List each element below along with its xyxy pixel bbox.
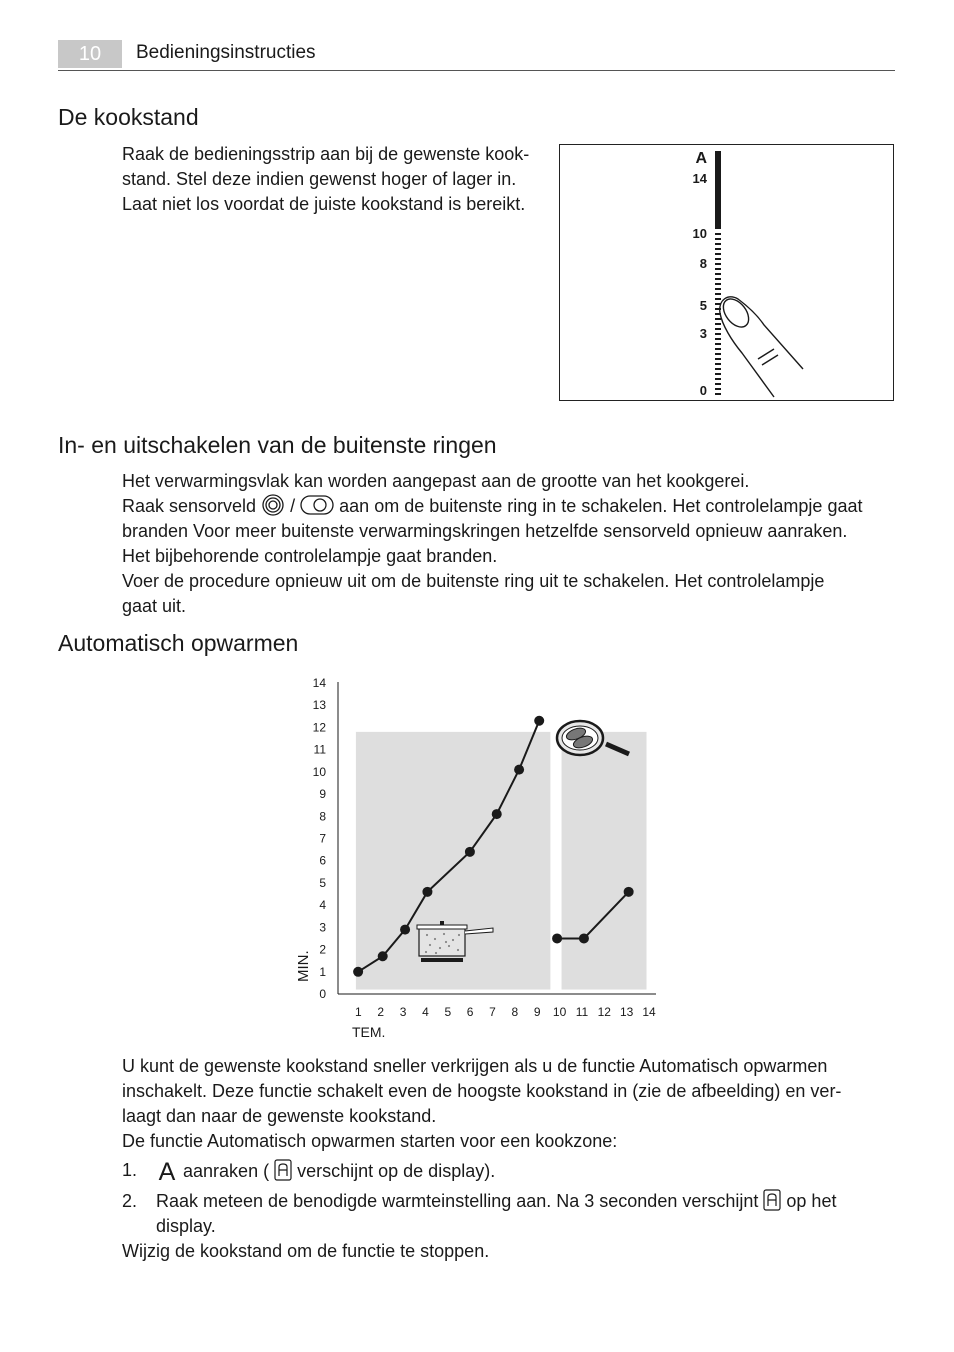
text-line: U kunt de gewenste kookstand sneller verkrijgen als u de functie Automatisch opwarmen [122, 1056, 828, 1076]
ringen-paragraph [122, 469, 862, 619]
data-point [624, 887, 634, 897]
page-number: 10 [58, 40, 122, 68]
strip-tick [715, 353, 721, 355]
text-line: Raak de bedieningsstrip aan bij de gewenste kook- [122, 144, 530, 164]
data-point [492, 809, 502, 819]
strip-label-10: 10 [692, 226, 707, 241]
text-line: laagt dan naar de gewenste kookstand. [122, 1106, 437, 1126]
y-tick-label: 12 [312, 720, 326, 735]
opwarmen-paragraph [122, 1054, 841, 1154]
text-line: Laat niet los voordat de juiste kookstand is bereikt. [122, 194, 526, 214]
text-line: Het verwarmingsvlak kan worden aangepast aan de grootte van het kookgerei. [122, 471, 750, 491]
strip-tick [715, 348, 721, 350]
x-tick-label: 14 [642, 1005, 656, 1019]
strip-tick [715, 243, 721, 245]
display-a-symbol-icon [763, 1189, 781, 1211]
x-axis-label: TEM. [352, 1024, 386, 1040]
x-tick-label: 9 [533, 1005, 541, 1019]
strip-tick [715, 338, 721, 340]
text-fragment: op het [786, 1191, 837, 1211]
y-tick-label: 4 [319, 898, 326, 913]
control-strip-svg [560, 145, 893, 400]
text-fragment: Raak sensorveld [122, 496, 257, 516]
y-tick-label: 3 [319, 920, 326, 935]
text-line: branden Voor meer buitenste verwarmingskringen hetzelfde sensorveld opnieuw aanraken. [122, 521, 848, 541]
text-line: stand. Stel deze indien gewenst hoger of lager in. [122, 169, 517, 189]
x-tick-labels [355, 1005, 656, 1019]
x-tick-label: 7 [489, 1005, 496, 1019]
x-tick-label: 5 [444, 1005, 452, 1019]
section-heading-ringen: In- en uitschakelen van de buitenste ringen [58, 432, 497, 458]
text-line: Wijzig de kookstand om de functie te stoppen. [122, 1241, 490, 1261]
strip-tick [715, 328, 721, 330]
auto-heat-a-icon [156, 1158, 178, 1182]
chart-shaded-regions [356, 732, 647, 990]
strip-tick [715, 263, 721, 265]
x-tick-label: 1 [355, 1005, 362, 1019]
x-tick-label: 4 [422, 1005, 429, 1019]
data-point [378, 951, 388, 961]
strip-bar [715, 151, 721, 229]
data-point [552, 933, 562, 943]
strip-tick [715, 383, 721, 385]
strip-tick [715, 343, 721, 345]
y-tick-label: 6 [319, 853, 326, 868]
data-point [514, 765, 524, 775]
x-tick-label: 3 [399, 1005, 407, 1019]
strip-tick [715, 298, 721, 300]
y-tick-label: 1 [319, 964, 326, 979]
a-letter: A [158, 1158, 176, 1182]
strip-tick [715, 233, 721, 235]
closing-paragraph [122, 1239, 489, 1264]
text-line: De functie Automatisch opwarmen starten voor een kookzone: [122, 1131, 618, 1151]
y-tick-label: 5 [319, 875, 326, 890]
data-point [400, 925, 410, 935]
oval-zone-icon [300, 494, 334, 516]
strip-tick [715, 293, 721, 295]
strip-label-8: 8 [699, 256, 707, 271]
text-line: Het bijbehorende controlelampje gaat branden. [122, 546, 498, 566]
step-text [156, 1158, 495, 1184]
y-tick-label: 2 [319, 942, 326, 957]
text-fragment: Raak meteen de benodigde warmteinstelling aan. Na 3 seconden verschijnt [156, 1191, 759, 1211]
data-point [422, 887, 432, 897]
y-tick-labels [313, 676, 327, 1001]
y-tick-label: 9 [319, 787, 326, 802]
section-heading-kookstand: De kookstand [58, 104, 199, 130]
step-number: 2. [122, 1191, 138, 1211]
y-tick-label: 10 [312, 764, 326, 779]
y-tick-label: 0 [319, 987, 326, 1001]
strip-tick [715, 358, 721, 360]
strip-tick [715, 393, 721, 395]
data-point [579, 933, 589, 943]
y-axis-label: MIN. [295, 950, 312, 982]
y-tick-label: 13 [312, 698, 326, 713]
strip-tick [715, 373, 721, 375]
strip-label-0: 0 [699, 383, 707, 398]
kookstand-paragraph [122, 142, 529, 217]
shaded-phase-region [562, 732, 647, 990]
strip-label-14: 14 [692, 171, 707, 186]
strip-tick [715, 268, 721, 270]
y-tick-label: 8 [319, 809, 326, 824]
strip-tick [715, 288, 721, 290]
data-point [353, 967, 363, 977]
text-fragment: aanraken ( [183, 1161, 270, 1181]
text-fragment: verschijnt op de display). [297, 1161, 496, 1181]
step-number: 1. [122, 1160, 138, 1180]
auto-heat-chart-svg [288, 672, 668, 1044]
text-line: inschakelt. Deze functie schakelt even de hoogste kookstand in (zie de afbeelding) en ver- [122, 1081, 842, 1101]
running-header: Bedieningsinstructies [136, 42, 316, 63]
step-text [156, 1189, 836, 1214]
strip-tick [715, 283, 721, 285]
strip-tick [715, 273, 721, 275]
control-strip-illustration [559, 144, 894, 401]
strip-tick [715, 368, 721, 370]
strip-label-3: 3 [699, 326, 707, 341]
x-tick-label: 13 [619, 1005, 634, 1019]
section-heading-opwarmen: Automatisch opwarmen [58, 630, 299, 656]
strip-tick [715, 333, 721, 335]
y-tick-label: 7 [319, 831, 326, 846]
x-tick-label: 10 [552, 1005, 567, 1019]
x-tick-label: 2 [377, 1005, 385, 1019]
x-tick-label: 12 [597, 1005, 611, 1019]
finger-icon [718, 294, 803, 397]
strip-tick [715, 363, 721, 365]
text-fragment: / [290, 496, 296, 516]
x-tick-label: 11 [575, 1005, 589, 1019]
y-tick-label: 14 [312, 676, 326, 690]
strip-tick [715, 258, 721, 260]
header-divider [58, 70, 895, 71]
text-line [122, 494, 862, 519]
dual-ring-icon [261, 494, 285, 516]
x-tick-label: 8 [511, 1005, 519, 1019]
strip-tick [715, 238, 721, 240]
text-line: gaat uit. [122, 596, 187, 616]
y-tick-label: 11 [313, 742, 326, 757]
strip-label-5: 5 [699, 298, 707, 313]
strip-tick [715, 248, 721, 250]
text-fragment: aan om de buitenste ring in te schakelen. Het controlelampje gaat [339, 496, 863, 516]
x-tick-label: 6 [466, 1005, 474, 1019]
strip-tick [715, 323, 721, 325]
strip-tick [715, 378, 721, 380]
strip-label-a: A [695, 150, 707, 167]
display-a-symbol-icon [274, 1159, 292, 1181]
strip-tick [715, 253, 721, 255]
data-point [534, 716, 544, 726]
auto-heat-chart [288, 672, 668, 1044]
step-text: display. [156, 1216, 216, 1236]
data-point [465, 847, 475, 857]
strip-tick [715, 318, 721, 320]
text-line: Voer de procedure opnieuw uit om de buitenste ring uit te schakelen. Het controlelampje [122, 571, 825, 591]
strip-tick [715, 278, 721, 280]
strip-tick [715, 388, 721, 390]
